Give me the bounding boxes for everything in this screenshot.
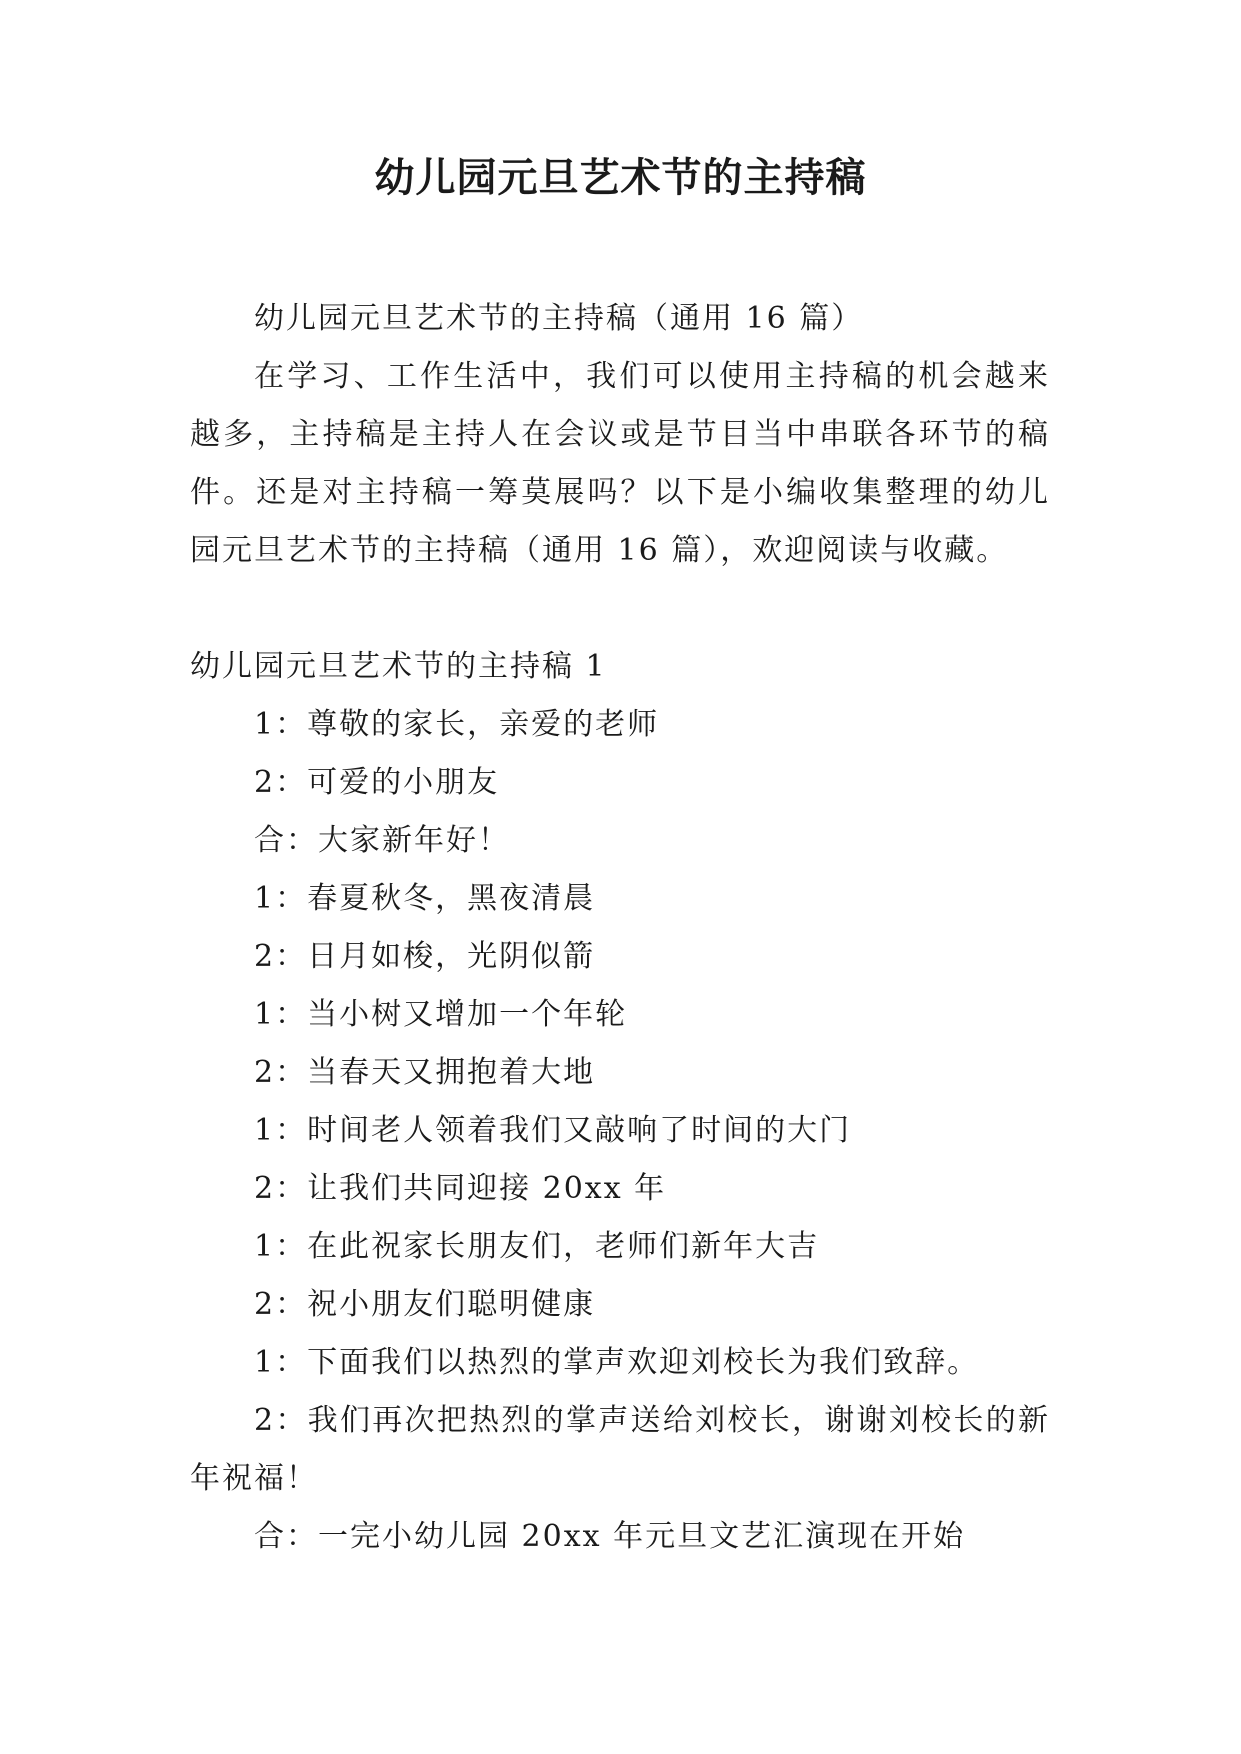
script-line: 2：当春天又拥抱着大地 — [254, 1055, 596, 1090]
document-title: 幼儿园元旦艺术节的主持稿 — [374, 155, 867, 201]
blank-line — [190, 580, 1050, 638]
section-heading: 幼儿园元旦艺术节的主持稿 1 — [190, 649, 607, 684]
intro-subtitle: 幼儿园元旦艺术节的主持稿（通用 16 篇） — [254, 301, 864, 336]
script-line: 1：时间老人领着我们又敲响了时间的大门 — [254, 1113, 852, 1148]
script-line: 2：我们再次把热烈的掌声送给刘校长，谢谢刘校长的新年祝福！ — [190, 1403, 1050, 1496]
intro-paragraph: 在学习、工作生活中，我们可以使用主持稿的机会越来越多，主持稿是主持人在会议或是节目当中串联各环节的稿件。还是对主持稿一筹莫展吗？以下是小编收集整理的幼儿园元旦艺术节的主持稿（通用 16 篇），欢迎阅读与收藏。 — [190, 359, 1050, 568]
script-line: 2：祝小朋友们聪明健康 — [254, 1287, 596, 1322]
script-line: 2：让我们共同迎接 20xx 年 — [254, 1171, 667, 1206]
script-line: 1：春夏秋冬，黑夜清晨 — [254, 881, 596, 916]
script-line: 合：一完小幼儿园 20xx 年元旦文艺汇演现在开始 — [254, 1519, 966, 1554]
script-line: 合：大家新年好！ — [254, 823, 510, 858]
script-line: 2：日月如梭，光阴似箭 — [254, 939, 596, 974]
script-line: 1：尊敬的家长，亲爱的老师 — [254, 707, 660, 742]
script-line: 1：当小树又增加一个年轮 — [254, 997, 628, 1032]
script-line: 1：在此祝家长朋友们，老师们新年大吉 — [254, 1229, 820, 1264]
script-line: 1：下面我们以热烈的掌声欢迎刘校长为我们致辞。 — [254, 1345, 980, 1380]
script-line: 2：可爱的小朋友 — [254, 765, 500, 800]
document-body — [190, 290, 1050, 1566]
